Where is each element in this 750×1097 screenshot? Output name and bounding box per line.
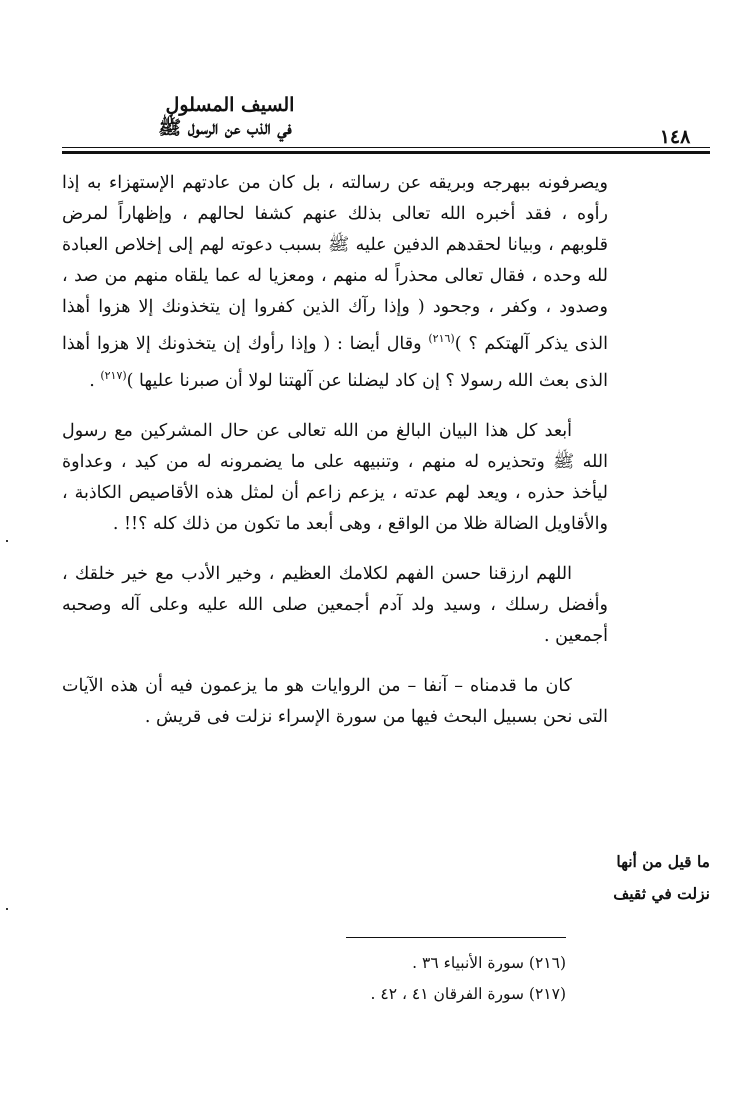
header-rule-thin — [62, 147, 710, 148]
footnote-separator — [346, 937, 566, 938]
running-header-title: السيف المسلول — [165, 94, 295, 116]
page-number: ١٤٨ — [659, 126, 691, 148]
footnotes — [62, 948, 566, 1010]
footnote-ref-217: (٢١٧) — [100, 368, 127, 382]
paragraph-3 — [62, 559, 608, 652]
footnote-216: (٢١٦) سورة الأنبياء ٣٦ . — [412, 954, 566, 972]
paragraph-4 — [62, 671, 608, 733]
paragraph-1-text: ويصرفونه ببهرجه وبريقه عن رسالته ، بل كان من عادتهم الإستهزاء به إذا رأوه ، فقد أخبره الله تعالى بذلك عنهم كشفا لحالهم ، وإظهاراً لمرض قلوبهم ، وبيانا لحقدهم الدفين عليه ﷺ بسبب دعوته لهم إلى إخلاص العبادة لله وحده ، فقال تعالى محذراً له منهم ، ومعزيا له عما يلقاه منهم من صد ، وصدود ، وكفر ، وجحود ( وإذا رآك الذين كفروا إن يتخذونك إلا هزوا أهذا الذى يذكر آلهتكم ؟ ) — [62, 173, 608, 354]
running-header-subtitle: في الذب عن الرسول ﷺ — [158, 117, 292, 139]
footnote-217: (٢١٧) سورة الفرقان ٤١ ، ٤٢ . — [370, 985, 566, 1003]
paragraph-1-end: . — [89, 370, 101, 391]
margin-note-line-2: نزلت في ثقيف — [613, 884, 710, 903]
main-text — [62, 168, 608, 733]
paragraph-1 — [62, 168, 608, 397]
margin-note — [578, 846, 710, 910]
paragraph-1-continuation: وقال أيضا : ( وإذا رأوك إن يتخذونك إلا هزوا أهذا الذى بعث الله رسولا ؟ إن كاد ليضلنا عن آلهتنا لولا أن صبرنا عليها ) — [62, 333, 608, 391]
margin-note-line-1: ما قيل من أنها — [616, 852, 710, 871]
paragraph-2-text: أبعد كل هذا البيان البالغ من الله تعالى عن حال المشركين مع رسول الله ﷺ وتحذيره له منهم ، وتنبيهه على ما يضمرونه له من كيد ، وعداوة ليأخذ حذره ، ويعد لهم عدته ، يزعم زاعم أن لمثل هذه الأقاصيص الكاذبة ، والأقاويل الضالة ظلا من الواقع ، وهى أبعد ما تكون من ذلك كله ؟!! . — [62, 420, 608, 534]
paragraph-3-text: اللهم ارزقنا حسن الفهم لكلامك العظيم ، وخير الأدب مع خير خلقك ، وأفضل رسلك ، وسيد ولد آدم أجمعين صلى الله عليه وعلى آله وصحبه أجمعين . — [62, 563, 608, 646]
footnote-ref-216: (٢١٦) — [428, 332, 455, 345]
paragraph-4-text: كان ما قدمناه – آنفا – من الروايات هو ما يزعمون فيه أن هذه الآيات التى نحن بسبيل البحث فيها من سورة الإسراء نزلت فى قريش . — [62, 675, 608, 727]
header-rule-thick — [62, 151, 710, 154]
scan-edge-mark — [6, 908, 8, 910]
paragraph-2 — [62, 416, 608, 540]
scan-edge-mark — [6, 540, 8, 542]
